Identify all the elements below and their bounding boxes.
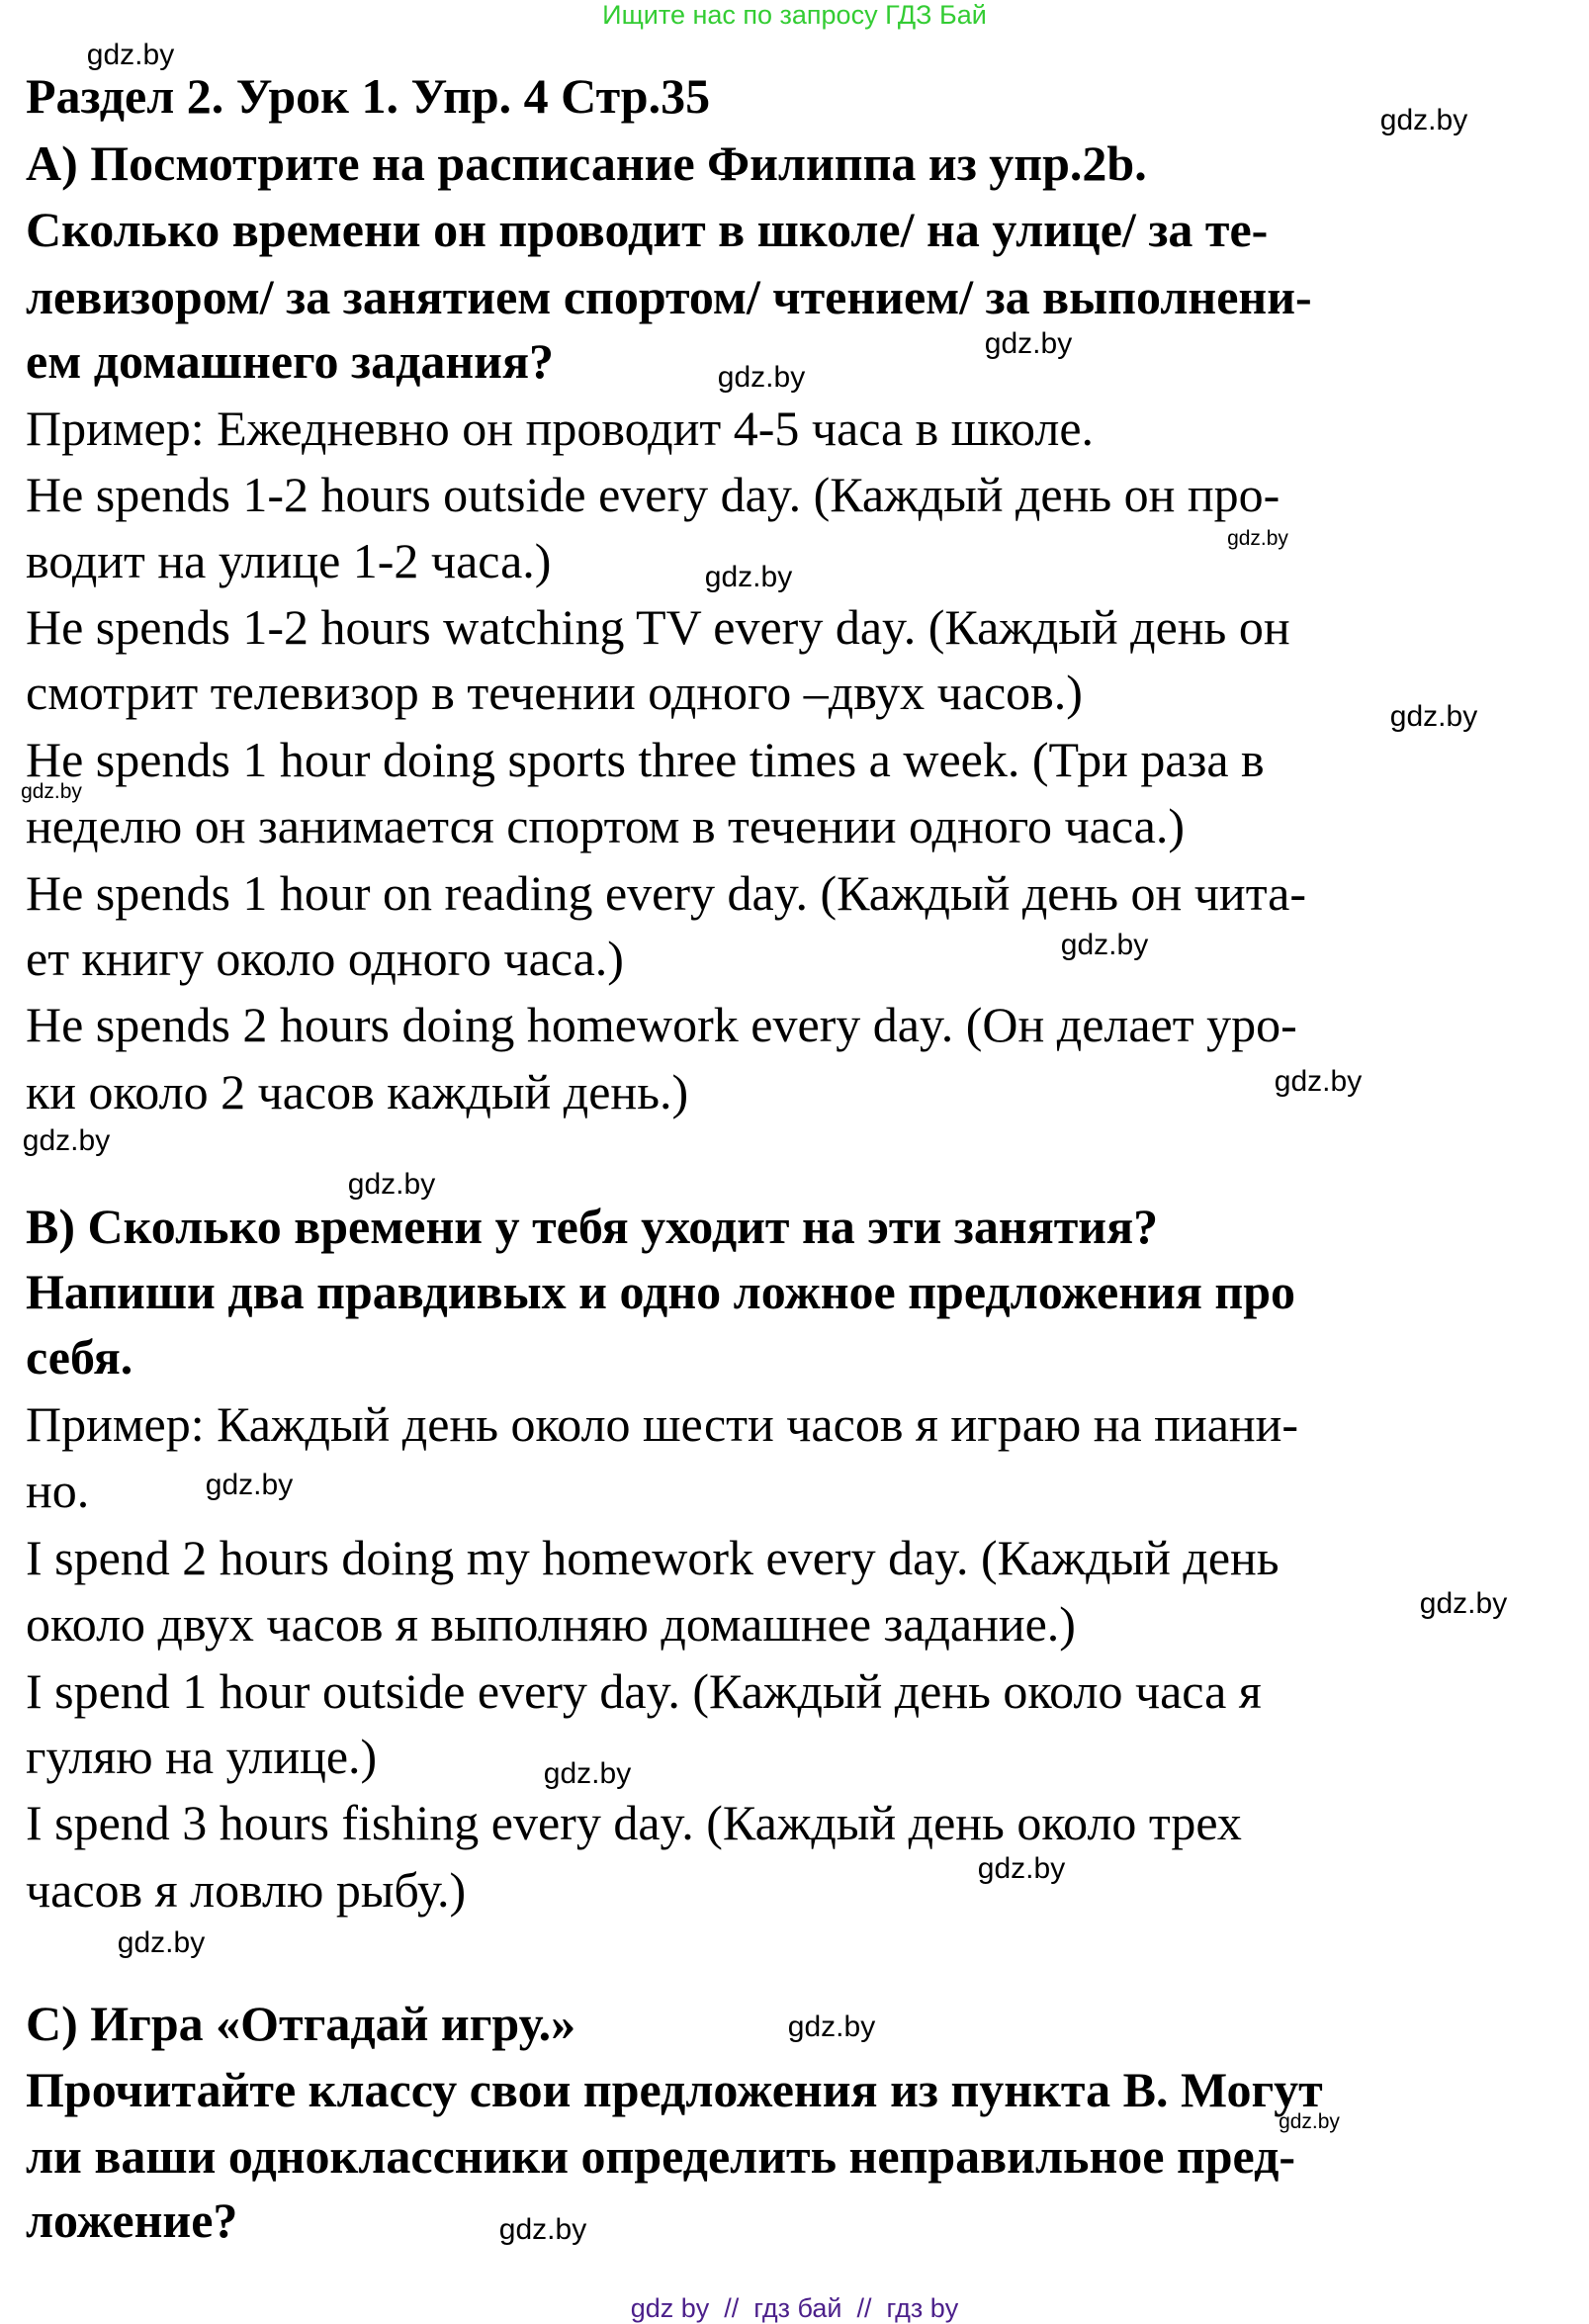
watermark: gdz.by [984,327,1073,360]
watermark: gdz.by [787,2011,876,2043]
watermark: gdz.by [977,1852,1066,1885]
search-banner: Ищите нас по запросу ГДЗ Бай [602,0,987,30]
section-a-text: ки около 2 часов каждый день.) [26,1064,689,1119]
section-a-text: He spends 2 hours doing homework every day. (Он делает уро- [26,997,1297,1052]
section-b-text: часов я ловлю рыбу.) [26,1862,467,1918]
watermark: gdz.by [1274,1065,1363,1098]
watermark: gdz.by [21,780,82,803]
section-b-text: I spend 2 hours doing my homework every day. (Каждый день [26,1530,1280,1585]
watermark: gdz.by [1227,527,1288,550]
watermark: gdz.by [1379,104,1468,136]
section-b-text: I spend 1 hour outside every day. (Каждый день около часа я [26,1663,1262,1719]
section-b-text: Пример: Каждый день около шести часов я играю на пиани- [26,1396,1299,1452]
section-c-heading: C) Игра «Отгадай игру.» [26,1996,576,2051]
section-a-text: He spends 1 hour doing sports three times a week. (Три раза в [26,732,1265,787]
section-b-text: гуляю на улице.) [26,1729,378,1784]
watermark: gdz.by [205,1469,294,1501]
watermark: gdz.by [1060,929,1149,961]
section-b-heading: себя. [26,1329,133,1385]
footer-links: gdz by // гдз бай // гдз by [630,2293,959,2323]
section-a-text: водит на улице 1-2 часа.) [26,533,552,588]
watermark: gdz.by [704,561,793,593]
watermark: gdz.by [543,1757,632,1790]
section-a-heading: левизором/ за занятием спортом/ чтением/ за выполнени- [26,269,1312,324]
section-a-heading: ем домашнего задания? [26,333,555,389]
watermark: gdz.by [1419,1587,1508,1620]
section-a-heading: Сколько времени он проводит в школе/ на улице/ за те- [26,202,1269,257]
section-b-text: I spend 3 hours fishing every day. (Каждый день около трех [26,1795,1242,1850]
watermark: gdz.by [347,1168,436,1201]
watermark: gdz.by [117,1926,206,1959]
section-a-text: неделю он занимается спортом в течении одного часа.) [26,798,1185,853]
section-a-text: Пример: Ежедневно он проводит 4-5 часа в школе. [26,401,1095,456]
page-title: Раздел 2. Урок 1. Упр. 4 Стр.35 [26,68,711,124]
watermark: gdz.by [1279,2110,1340,2133]
watermark: gdz.by [717,361,806,394]
watermark: gdz.by [1389,700,1478,733]
section-a-text: смотрит телевизор в течении одного –двух часов.) [26,665,1083,720]
section-b-heading: B) Сколько времени у тебя уходит на эти занятия? [26,1199,1159,1254]
section-b-heading: Напиши два правдивых и одно ложное предложения про [26,1264,1296,1319]
watermark: gdz.by [86,39,175,71]
section-a-text: He spends 1-2 hours watching TV every day. (Каждый день он [26,599,1290,655]
section-c-heading: Прочитайте классу свои предложения из пункта B. Могут [26,2062,1323,2117]
section-a-text: He spends 1-2 hours outside every day. (Каждый день он про- [26,467,1280,522]
section-a-heading: А) Посмотрите на расписание Филиппа из упр.2b. [26,135,1147,191]
section-a-text: ет книгу около одного часа.) [26,931,624,986]
section-a-text: He spends 1 hour on reading every day. (Каждый день он чита- [26,865,1306,921]
watermark: gdz.by [498,2213,587,2246]
section-c-heading: ли ваши одноклассники определить неправильное пред- [26,2128,1296,2184]
watermark: gdz.by [22,1124,111,1157]
section-b-text: но. [26,1463,90,1518]
section-c-heading: ложение? [26,2192,238,2248]
section-b-text: около двух часов я выполняю домашнее задание.) [26,1596,1076,1652]
